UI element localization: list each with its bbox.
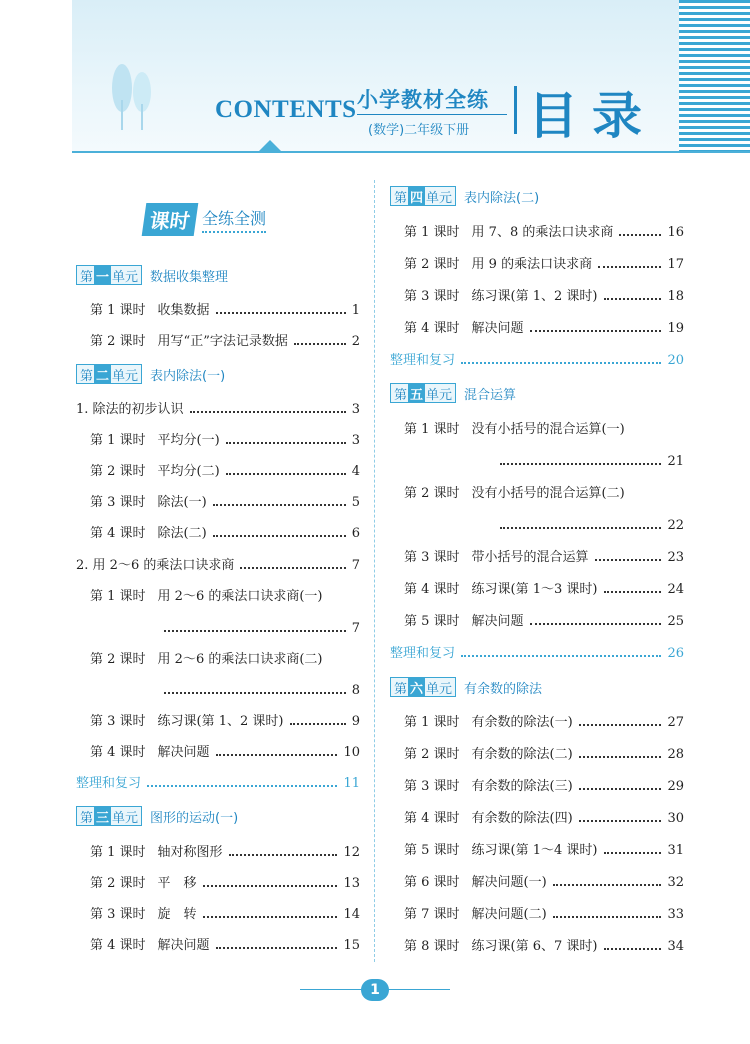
unit-heading-6[interactable] bbox=[390, 677, 542, 697]
toc-entry[interactable]: 第 5 课时 练习课(第 1～4 课时) 31 bbox=[404, 843, 684, 858]
unit-label: 第 六 单元 bbox=[390, 677, 456, 697]
toc-entry[interactable]: 第 3 课时 旋 转 14 bbox=[90, 907, 360, 922]
page-number: 1 bbox=[361, 979, 389, 1001]
unit-label: 第 四 单元 bbox=[390, 186, 456, 206]
toc-entry-continued[interactable]: 21 bbox=[390, 451, 684, 469]
toc-entry[interactable]: 第 2 课时 平均分(二) 4 bbox=[90, 464, 360, 479]
book-title: 小学教材全练 bbox=[357, 88, 489, 112]
lesson-badge bbox=[144, 202, 266, 236]
toc-title: 目录 bbox=[528, 87, 656, 145]
toc-entry[interactable]: 第 2 课时 没有小括号的混合运算(二) bbox=[404, 486, 625, 501]
toc-section[interactable]: 2. 用 2～6 的乘法口诀求商 7 bbox=[76, 558, 360, 573]
badge-main: 课时 bbox=[142, 203, 199, 236]
toc-entry-continued[interactable]: 7 bbox=[76, 618, 360, 636]
toc-entry[interactable]: 第 1 课时 没有小括号的混合运算(一) bbox=[404, 422, 625, 437]
toc-entry[interactable]: 第 2 课时 平 移 13 bbox=[90, 876, 360, 891]
book-subtitle: (数学)二年级下册 bbox=[368, 123, 470, 138]
toc-entry[interactable]: 第 3 课时 练习课(第 1、2 课时) 18 bbox=[404, 289, 684, 304]
toc-entry[interactable]: 第 4 课时 有余数的除法(四) 30 bbox=[404, 811, 684, 826]
toc-entry[interactable]: 第 5 课时 解决问题 25 bbox=[404, 614, 684, 629]
toc-entry[interactable]: 第 6 课时 解决问题(一) 32 bbox=[404, 875, 684, 890]
header-pointer bbox=[258, 140, 282, 152]
unit-name: 有余数的除法 bbox=[464, 681, 543, 697]
unit-name: 图形的运动(一) bbox=[150, 810, 239, 826]
tree-icon bbox=[100, 60, 170, 130]
toc-entry[interactable]: 第 1 课时 收集数据 1 bbox=[90, 303, 360, 318]
toc-review[interactable]: 整理和复习 11 bbox=[76, 776, 360, 791]
toc-entry[interactable]: 第 3 课时 练习课(第 1、2 课时) 9 bbox=[90, 714, 360, 729]
unit-label: 第 五 单元 bbox=[390, 383, 456, 403]
page-footer bbox=[300, 978, 450, 1002]
toc-review[interactable]: 整理和复习 26 bbox=[390, 646, 684, 661]
toc-entry[interactable]: 第 4 课时 除法(二) 6 bbox=[90, 526, 360, 541]
title-separator bbox=[514, 86, 517, 134]
column-divider bbox=[374, 180, 375, 962]
toc-entry[interactable]: 第 1 课时 平均分(一) 3 bbox=[90, 433, 360, 448]
unit-heading-1[interactable] bbox=[76, 265, 228, 285]
toc-entry-continued[interactable]: 22 bbox=[390, 515, 684, 533]
toc-entry-continued[interactable]: 8 bbox=[76, 680, 360, 698]
toc-entry[interactable]: 第 2 课时 用写“正”字法记录数据 2 bbox=[90, 334, 360, 349]
contents-heading: CONTENTS bbox=[215, 96, 357, 123]
header-rule bbox=[72, 151, 750, 153]
unit-name: 表内除法(二) bbox=[464, 190, 540, 206]
unit-heading-4[interactable] bbox=[390, 186, 539, 206]
unit-label: 第 三 单元 bbox=[76, 806, 142, 826]
toc-entry[interactable]: 第 2 课时 有余数的除法(二) 28 bbox=[404, 747, 684, 762]
unit-label: 第 一 单元 bbox=[76, 265, 142, 285]
toc-entry[interactable]: 第 3 课时 除法(一) 5 bbox=[90, 495, 360, 510]
unit-heading-3[interactable] bbox=[76, 806, 238, 826]
toc-entry[interactable]: 第 1 课时 轴对称图形 12 bbox=[90, 845, 360, 860]
header-stripes bbox=[679, 0, 750, 152]
toc-entry[interactable]: 第 4 课时 解决问题 19 bbox=[404, 321, 684, 336]
unit-name: 数据收集整理 bbox=[150, 269, 229, 285]
unit-name: 混合运算 bbox=[464, 387, 517, 403]
unit-heading-2[interactable] bbox=[76, 364, 225, 384]
title-underline bbox=[357, 114, 507, 115]
toc-entry[interactable]: 第 8 课时 练习课(第 6、7 课时) 34 bbox=[404, 939, 684, 954]
unit-heading-5[interactable] bbox=[390, 383, 516, 403]
toc-review[interactable]: 整理和复习 20 bbox=[390, 353, 684, 368]
badge-sub: 全练全测 bbox=[202, 206, 266, 233]
toc-entry[interactable]: 第 4 课时 解决问题 15 bbox=[90, 938, 360, 953]
toc-entry[interactable]: 第 2 课时 用 2～6 的乘法口诀求商(二) bbox=[90, 652, 323, 667]
toc-section[interactable]: 1. 除法的初步认识 3 bbox=[76, 402, 360, 417]
unit-name: 表内除法(一) bbox=[150, 368, 226, 384]
toc-entry[interactable]: 第 3 课时 带小括号的混合运算 23 bbox=[404, 550, 684, 565]
toc-entry[interactable]: 第 1 课时 用 2～6 的乘法口诀求商(一) bbox=[90, 589, 323, 604]
toc-entry[interactable]: 第 4 课时 解决问题 10 bbox=[90, 745, 360, 760]
toc-entry[interactable]: 第 4 课时 练习课(第 1～3 课时) 24 bbox=[404, 582, 684, 597]
toc-entry[interactable]: 第 1 课时 有余数的除法(一) 27 bbox=[404, 715, 684, 730]
unit-label: 第 二 单元 bbox=[76, 364, 142, 384]
toc-entry[interactable]: 第 1 课时 用 7、8 的乘法口诀求商 16 bbox=[404, 225, 684, 240]
toc-entry[interactable]: 第 3 课时 有余数的除法(三) 29 bbox=[404, 779, 684, 794]
toc-entry[interactable]: 第 7 课时 解决问题(二) 33 bbox=[404, 907, 684, 922]
toc-entry[interactable]: 第 2 课时 用 9 的乘法口诀求商 17 bbox=[404, 257, 684, 272]
